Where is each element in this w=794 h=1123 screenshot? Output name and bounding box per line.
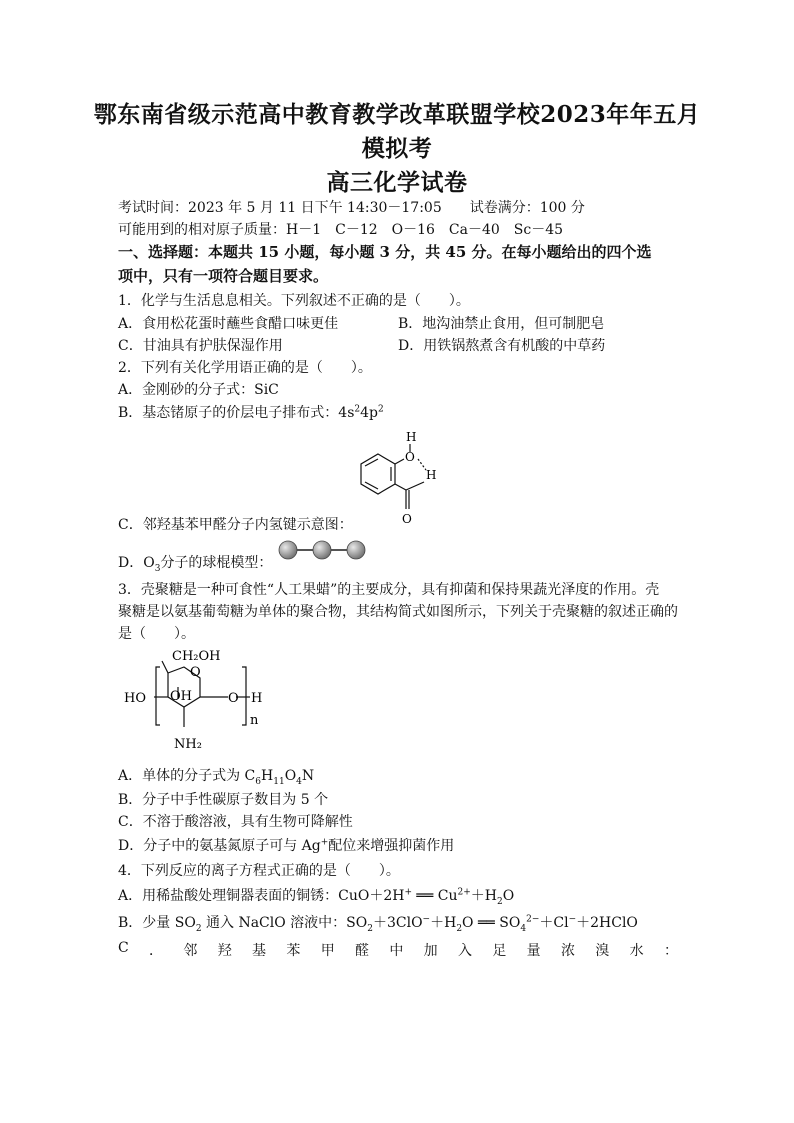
struct-h-top: H (406, 430, 417, 444)
q2-b-sup1: 2 (354, 404, 361, 415)
q4-c-char: 足 (492, 943, 507, 959)
q4-c-char: 甲 (320, 943, 335, 959)
q3-option-d (118, 835, 454, 855)
q4-c-char: ． (149, 943, 164, 959)
q2-b-text: B．基态锗原子的价层电子排布式：4s (118, 405, 355, 421)
q3-a-sub3: 4 (296, 776, 302, 787)
section-heading-1: 一、选择题：本题共 15 小题，每小题 3 分，共 45 分。在每小题给出的四个选 (118, 243, 652, 261)
exam-time: 考试时间：2023 年 5 月 11 日下午 14:30－17:05 试卷满分：100 分 (118, 200, 585, 216)
q3-d-suffix: 配位来增强抑菌作用 (328, 838, 455, 854)
title-line-2: 模拟考 (361, 135, 433, 162)
section-heading-2: 项中，只有一项符合题目要求。 (118, 267, 329, 285)
q4-c-char: 溴 (595, 943, 610, 959)
q2-d-prefix: D．O (118, 555, 155, 571)
q3-a-sub2: 11 (273, 776, 285, 787)
struct-oh: OH (170, 689, 192, 704)
q4-b-mid4: O ══ SO (462, 915, 521, 931)
struct-ho: HO (124, 691, 146, 706)
q4-a-sup1: + (404, 887, 412, 898)
q3-d-prefix: D．分子中的氨基氮原子可与 Ag (118, 838, 321, 854)
q4-b-text: B．少量 SO (118, 915, 196, 931)
q3-a-o: O (284, 768, 297, 784)
q3-stem-3: 是（ ）。 (118, 626, 195, 642)
q4-b-sup5: − (568, 914, 577, 925)
struct-h-aldehyde: H (426, 468, 437, 482)
q3-option-c: C．不溶于酸溶液，具有生物可降解性 (118, 814, 353, 830)
ozone-atom-3 (347, 541, 365, 559)
q4-stem: 4．下列反应的离子方程式正确的是（ ）。 (118, 863, 400, 879)
q4-c-char: C (118, 940, 129, 956)
q4-c-char: 加 (423, 943, 438, 959)
q4-c-char: 浓 (560, 943, 575, 959)
q3-option-a (118, 765, 314, 787)
q4-b-sub2: 2 (367, 923, 373, 934)
q4-b-sub4: 4 (520, 923, 527, 934)
q1-option-c: C．甘油具有护肤保湿作用 (118, 338, 283, 354)
struct-n-subscript: n (250, 713, 259, 728)
q3-stem-2: 聚糖是以氨基葡萄糖为单体的聚合物，其结构简式如图所示，下列关于壳聚糖的叙述正确的 (118, 604, 678, 620)
q4-b-sub1: 2 (195, 923, 202, 934)
q4-c-char: 羟 (217, 943, 232, 959)
q1-option-d: D．用铁锅熬煮含有机酸的中草药 (398, 338, 606, 354)
q4-a-sup2: 2+ (457, 887, 471, 898)
q3-d-sup: + (320, 837, 329, 848)
q3-a-n: N (301, 768, 315, 784)
q4-option-c (118, 940, 678, 960)
q4-c-char: 水 (629, 943, 644, 959)
ozone-atom-2 (313, 541, 331, 559)
q2-b-mid: 4p (360, 405, 378, 421)
q2-option-b (118, 402, 384, 422)
q1-stem: 1．化学与生活息息相关。下列叙述不正确的是（ ）。 (118, 293, 470, 309)
q4-b-sup4: 2− (526, 914, 540, 925)
struct-ch2oh: CH₂OH (172, 649, 221, 664)
q2-d-sub: 3 (154, 563, 161, 574)
struct-o-link: O (228, 691, 239, 706)
q2-option-a: A．金刚砂的分子式：SiC (118, 382, 279, 398)
q2-b-sup2: 2 (378, 404, 384, 415)
q4-a-plus: ＋H (470, 888, 497, 904)
q4-a-end: O (502, 888, 515, 904)
q4-b-sub3: 2 (456, 923, 463, 934)
q4-option-b (118, 912, 638, 934)
q4-a-sub: 2 (496, 896, 503, 907)
q4-b-sup1: − (422, 914, 431, 925)
q2-option-d (118, 552, 272, 574)
q1-option-a: A．食用松花蛋时蘸些食醋口味更佳 (118, 316, 339, 332)
q4-c-char: 量 (526, 943, 541, 959)
q4-c-char: 入 (458, 943, 472, 959)
q4-option-a (118, 885, 514, 907)
q4-c-char: 醛 (355, 943, 370, 959)
struct-o-ring: O (190, 665, 201, 680)
q4-b-mid1: 通入 NaClO 溶液中：SO (201, 915, 368, 931)
title-line-1: 鄂东南省级示范高中教育教学改革联盟学校2023年年五月 (93, 101, 701, 128)
q3-a-prefix: A．单体的分子式为 C (118, 768, 256, 784)
q4-a-text: A．用稀盐酸处理铜器表面的铜锈：CuO＋2H (118, 888, 405, 904)
struct-o-aldehyde: O (402, 512, 412, 526)
struct-h-end: H (251, 691, 263, 706)
q4-b-end: ＋2HClO (576, 915, 638, 931)
ozone-atom-1 (279, 541, 297, 559)
q2-d-suffix: 分子的球棍模型： (160, 555, 273, 571)
salicylaldehyde-structure (340, 426, 450, 530)
struct-nh2: NH₂ (174, 737, 202, 752)
q2-stem: 2．下列有关化学用语正确的是（ ）。 (118, 360, 372, 376)
q4-c-char: ： (663, 943, 678, 959)
q4-b-mid3: ＋H (430, 915, 457, 931)
q3-a-sub1: 6 (255, 776, 262, 787)
title-line-3: 高三化学试卷 (326, 169, 468, 196)
q3-a-h: H (261, 768, 274, 784)
q4-b-mid5: ＋Cl (539, 915, 569, 931)
q4-c-char: 中 (389, 943, 404, 959)
struct-o-hydroxyl: O (405, 450, 415, 464)
q4-c-char: 基 (252, 943, 267, 959)
q1-option-b: B．地沟油禁止食用，但可制肥皂 (398, 316, 605, 332)
ozone-ball-stick-model (276, 539, 370, 561)
q4-a-eq: ══ Cu (411, 888, 458, 904)
atomic-mass: 可能用到的相对原子质量：H－1 C－12 O－16 Ca－40 Sc－45 (118, 222, 564, 238)
chitosan-structure (118, 645, 278, 755)
q2-option-c: C．邻羟基苯甲醛分子内氢键示意图： (118, 517, 353, 533)
q4-c-char: 邻 (183, 943, 198, 959)
q4-b-mid2: ＋3ClO (372, 915, 423, 931)
q3-option-b: B．分子中手性碳原子数目为 5 个 (118, 792, 329, 808)
q4-c-char: 苯 (286, 943, 301, 959)
q3-stem-1: 3．壳聚糖是一种可食性“人工果蜡”的主要成分，具有抑菌和保持果蔬光泽度的作用。壳 (118, 582, 660, 598)
